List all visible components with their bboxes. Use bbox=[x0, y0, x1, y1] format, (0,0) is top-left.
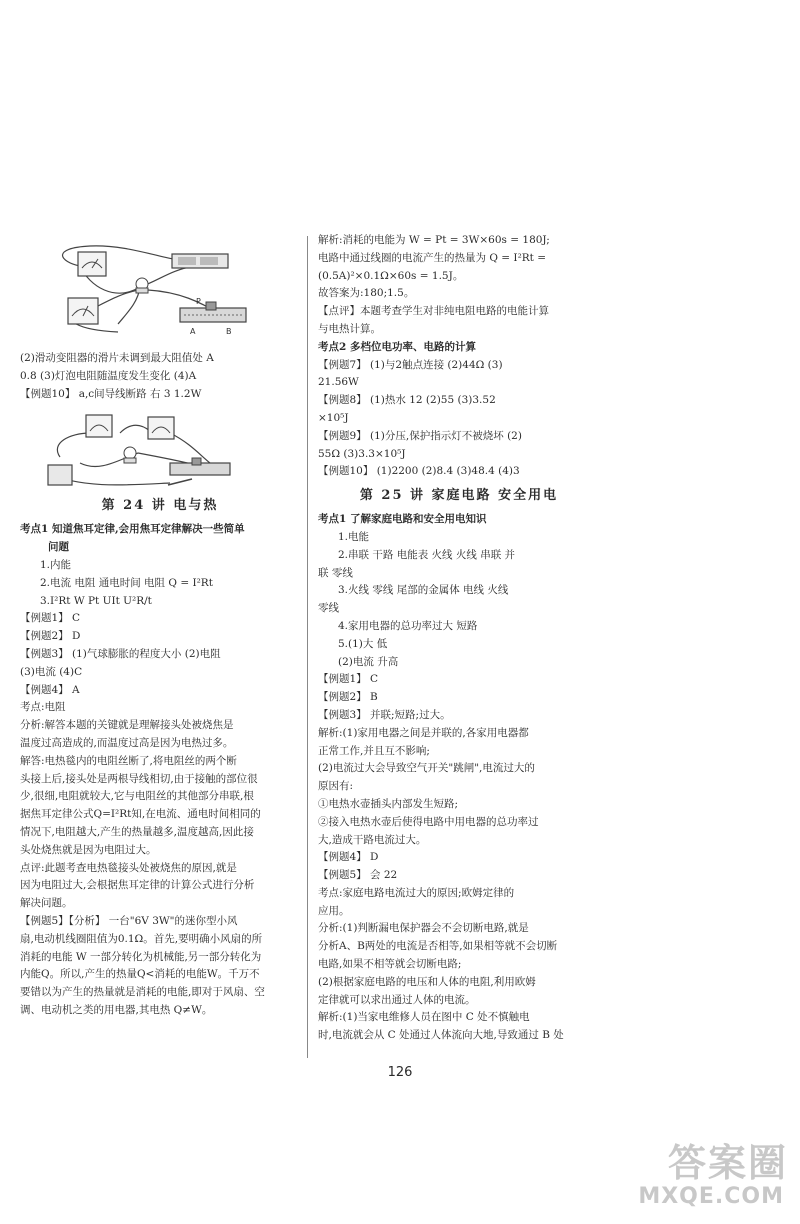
page-number: 126 bbox=[387, 1065, 413, 1080]
explanation-line: 与电热计算。 bbox=[318, 322, 381, 335]
key-point-2-heading: 考点2 多档位电功率、电路的计算 bbox=[318, 340, 476, 353]
key-point-1-heading: 考点1 了解家庭电路和安全用电知识 bbox=[318, 513, 487, 526]
circuit-figure-2 bbox=[20, 403, 300, 491]
example-answer: 【例题1】 C bbox=[318, 673, 379, 686]
explanation-line: 解析:(1)家用电器之间是并联的,各家用电器都 bbox=[318, 726, 529, 739]
svg-text:B: B bbox=[226, 327, 232, 336]
explanation-line: 考点:家庭电路电流过大的原因;欧姆定律的 bbox=[318, 886, 515, 899]
svg-text:A: A bbox=[190, 327, 196, 336]
explanation-line: 正常工作,并且互不影响; bbox=[318, 744, 430, 757]
answer-line: 2.电流 电阻 通电时间 电阻 Q = I²Rt bbox=[40, 576, 213, 589]
explanation-line: 故答案为:180;1.5。 bbox=[318, 287, 415, 300]
key-point-1-heading-cont: 问题 bbox=[48, 541, 69, 554]
explanation-line: ①电热水壶插头内部发生短路; bbox=[318, 797, 459, 810]
left-column bbox=[20, 232, 300, 1020]
watermark-brand: 答案圈 bbox=[667, 1141, 788, 1185]
explanation-line: 温度过高造成的,而温度过高是因为电热过多。 bbox=[20, 736, 234, 749]
example-answer: 【例题4】 A bbox=[20, 683, 80, 696]
answer-line: 零线 bbox=[318, 602, 339, 615]
explanation-line: 时,电流就会从 C 处通过人体流向大地,导致通过 B 处 bbox=[318, 1029, 564, 1042]
example-answer: 21.56W bbox=[318, 376, 359, 389]
explanation-line: 分析A、B两处的电流是否相等,如果相等就不会切断 bbox=[318, 940, 558, 953]
example-answer: ×10⁵J bbox=[318, 411, 349, 424]
explanation-line: 解析:消耗的电能为 W = Pt = 3W×60s = 180J; bbox=[318, 234, 550, 246]
explanation-line: 考点:电阻 bbox=[20, 701, 66, 714]
answer-line: 1.电能 bbox=[338, 530, 370, 543]
explanation-line: 分析:解答本题的关键就是理解接头处被烧焦是 bbox=[20, 719, 234, 732]
answer-line: (2)滑动变阻器的滑片未调到最大阻值处 A bbox=[20, 352, 214, 364]
explanation-line: 头处烧焦就是因为电阻过大。 bbox=[20, 843, 157, 856]
explanation-line: 头接上后,接头处是两根导线相切,由于接触的部位很 bbox=[20, 772, 258, 785]
answer-line: 0.8 (3)灯泡电阻随温度发生变化 (4)A bbox=[20, 369, 197, 382]
lecture-25-title: 第 25 讲 家庭电路 安全用电 bbox=[359, 488, 559, 504]
explanation-line: (2)电流过大会导致空气开关"跳闸",电流过大的 bbox=[318, 762, 535, 775]
svg-text:P: P bbox=[196, 297, 201, 306]
explanation-line: 扇,电动机线圈阻值为0.1Ω。首先,要明确小风扇的所 bbox=[20, 932, 263, 945]
example-answer: 【例题5】 会 22 bbox=[318, 869, 398, 882]
example-answer: (3)电流 (4)C bbox=[20, 665, 83, 678]
answer-line: 4.家用电器的总功率过大 短路 bbox=[338, 619, 478, 632]
explanation-line: 定律就可以求出通过人体的电流。 bbox=[318, 993, 476, 1006]
example-answer: 【例题2】 D bbox=[20, 630, 81, 643]
answer-line: 2.串联 干路 电能表 火线 火线 串联 并 bbox=[338, 548, 516, 561]
answer-line: (2)电流 升高 bbox=[338, 655, 399, 668]
answer-line: 3.火线 零线 尾部的金属体 电线 火线 bbox=[338, 584, 509, 597]
explanation-line: 少,很细,电阻就较大,它与电阻丝的其他部分串联,根 bbox=[20, 790, 254, 803]
explanation-line: 要错以为产生的热量就是消耗的电能,即对于风扇、空 bbox=[20, 986, 265, 999]
explanation-line: 电路,如果不相等就会切断电路; bbox=[318, 958, 462, 971]
example-answer: 【例题4】 D bbox=[318, 851, 379, 864]
explanation-line: 内能Q。所以,产生的热量Q<消耗的电能W。千万不 bbox=[20, 968, 260, 981]
example-answer: 【例题2】 B bbox=[318, 691, 378, 704]
answer-line: 1.内能 bbox=[40, 558, 72, 571]
answer-line: 5.(1)大 低 bbox=[338, 637, 388, 650]
explanation-line: 因为电阻过大,会根据焦耳定律的计算公式进行分析 bbox=[20, 879, 255, 892]
explanation-line: 解决问题。 bbox=[20, 897, 73, 910]
example-answer: 【例题3】 (1)气球膨胀的程度大小 (2)电阻 bbox=[20, 647, 221, 660]
example-answer: 【例题9】 (1)分压,保护指示灯不被烧坏 (2) bbox=[318, 429, 522, 442]
right-column bbox=[318, 232, 600, 1045]
example-answer: 55Ω (3)3.3×10⁵J bbox=[318, 447, 406, 460]
key-point-1-heading: 考点1 知道焦耳定律,会用焦耳定律解决一些简单 bbox=[20, 523, 245, 536]
circuit-diagram-1 bbox=[20, 232, 300, 350]
explanation-line: 解答:电热毯内的电阻丝断了,将电阻丝的两个断 bbox=[20, 754, 237, 767]
explanation-line: 分析:(1)判断漏电保护器会不会切断电路,就是 bbox=[318, 922, 529, 935]
example-answer: 【例题8】 (1)热水 12 (2)55 (3)3.52 bbox=[318, 394, 496, 407]
circuit-figure-1 bbox=[20, 232, 300, 350]
example-answer: 【例题3】 并联;短路;过大。 bbox=[318, 708, 451, 721]
example-answer: 【例题7】 (1)与2触点连接 (2)44Ω (3) bbox=[318, 358, 503, 371]
lecture-24-title: 第 24 讲 电与热 bbox=[101, 498, 219, 514]
answer-line: 【例题10】 a,c间导线断路 右 3 1.2W bbox=[20, 387, 202, 400]
explanation-line: 电路中通过线圈的电流产生的热量为 Q = I²Rt = bbox=[318, 251, 547, 264]
explanation-line: 消耗的电能 W 一部分转化为机械能,另一部分转化为 bbox=[20, 950, 262, 963]
explanation-line: 【例题5】【分析】 一台"6V 3W"的迷你型小风 bbox=[20, 914, 238, 927]
watermark-site: MXQE.COM bbox=[638, 1184, 784, 1209]
explanation-line: ②接入电热水壶后使得电路中用电器的总功率过 bbox=[318, 815, 539, 828]
answer-line: 联 零线 bbox=[318, 566, 353, 579]
explanation-line: 大,造成干路电流过大。 bbox=[318, 833, 427, 846]
explanation-line: 原因有: bbox=[318, 780, 354, 793]
explanation-line: 点评:此题考查电热毯接头处被烧焦的原因,就是 bbox=[20, 861, 237, 874]
explanation-line: 情况下,电阻越大,产生的热量越多,温度越高,因此接 bbox=[20, 825, 254, 838]
column-divider bbox=[307, 236, 308, 1058]
answer-line: 3.I²Rt W Pt UIt U²R/t bbox=[40, 594, 152, 607]
example-answer: 【例题1】 C bbox=[20, 612, 81, 625]
example-answer: 【例题10】 (1)2200 (2)8.4 (3)48.4 (4)3 bbox=[318, 465, 520, 478]
explanation-line: 调、电动机之类的用电器,其电热 Q≠W。 bbox=[20, 1003, 213, 1016]
explanation-line: 解析:(1)当家电维修人员在图中 C 处不慎触电 bbox=[318, 1011, 530, 1024]
explanation-line: 【点评】本题考查学生对非纯电阻电路的电能计算 bbox=[318, 305, 549, 318]
explanation-line: (2)根据家庭电路的电压和人体的电阻,利用欧姆 bbox=[318, 975, 536, 988]
circuit-diagram-2 bbox=[20, 403, 300, 491]
explanation-line: 据焦耳定律公式Q=I²Rt知,在电流、通电时间相同的 bbox=[20, 808, 261, 821]
explanation-line: (0.5A)²×0.1Ω×60s = 1.5J。 bbox=[318, 269, 464, 282]
explanation-line: 应用。 bbox=[318, 904, 350, 917]
